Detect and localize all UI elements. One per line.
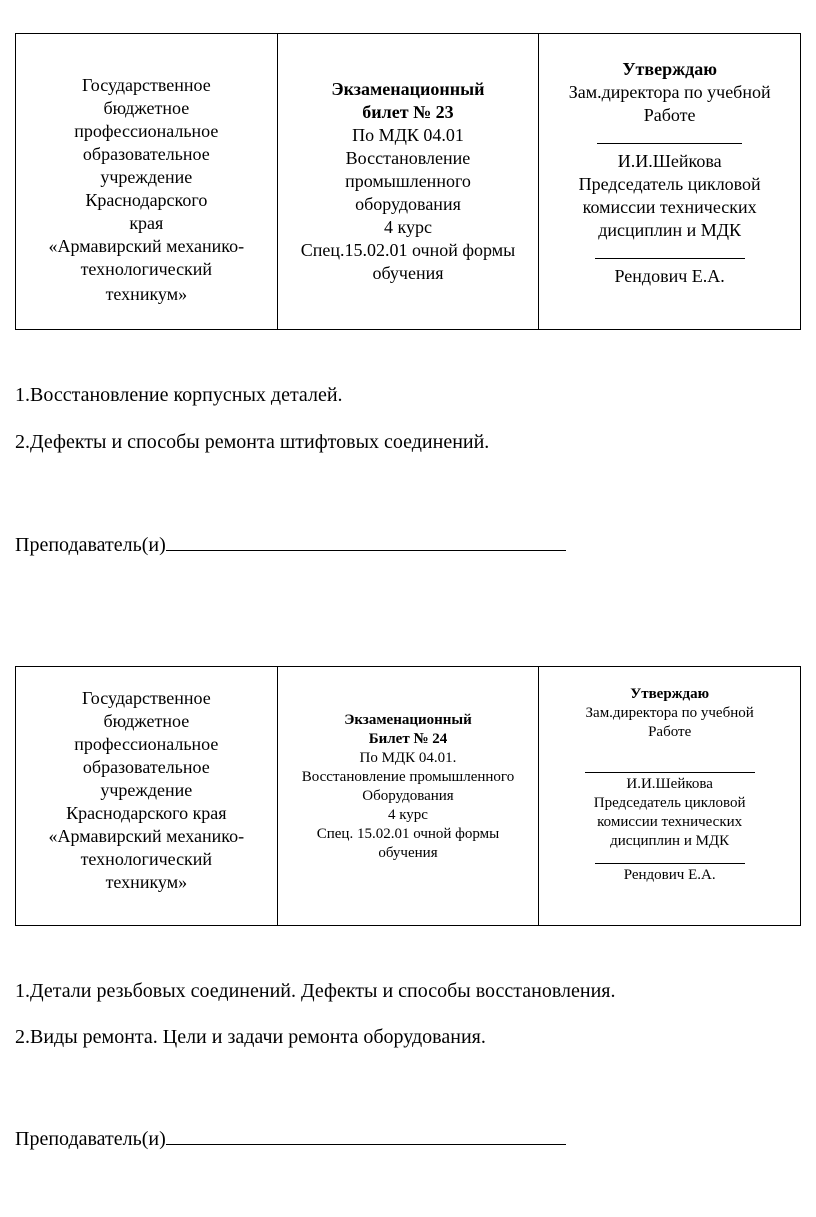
ticket-info-cell [277,667,539,926]
institution-cell [16,34,278,330]
teacher-signature-line [166,1124,566,1145]
deputy-title: Работе [643,105,696,125]
deputy-title: Работе [648,724,692,740]
teacher-signature-row [15,530,566,557]
course-line: 4 курс [387,807,428,823]
course-line: Спец.15.02.01 очной формы [300,240,516,260]
chair-name: Рендович Е.А. [623,867,716,883]
ticket-number: билет № 23 [362,102,454,122]
course-line: обучения [372,263,444,283]
institution-line: Краснодарского [85,190,208,210]
institution-line: учреждение [100,780,193,800]
institution-line: техникум» [105,872,188,892]
question-2: 2.Виды ремонта. Цели и задачи ремонта оборудования. [15,1026,486,1048]
ticket-header-table [15,666,801,926]
institution-line: технологический [80,849,213,869]
teacher-signature-row [15,1124,566,1151]
institution-line: технологический [80,259,213,279]
institution-line: техникум» [105,284,188,304]
ticket-23 [15,33,801,330]
institution-cell [16,667,278,926]
ticket-header-table [15,33,801,330]
course-line: оборудования [355,194,461,214]
institution-line: образовательное [82,144,210,164]
exam-title: Экзаменационный [344,712,472,728]
approve-label: Утверждаю [622,59,717,79]
signature-line [595,242,745,259]
chair-name: Рендович Е.А. [614,266,725,286]
institution-line: края [129,213,164,233]
institution-line: бюджетное [103,98,190,118]
ticket-24 [15,666,801,926]
question-1: 1.Детали резьбовых соединений. Дефекты и способы восстановления. [15,980,616,1002]
course-line: Спец. 15.02.01 очной формы [316,826,500,842]
chair-title: Председатель цикловой [593,795,746,811]
institution-line: профессиональное [74,734,219,754]
institution-line: «Армавирский механико- [48,826,245,846]
question-1: 1.Восстановление корпусных деталей. [15,384,343,406]
course-line: По МДК 04.01. [359,750,457,766]
teacher-label: Преподаватель(и) [15,534,166,556]
chair-title: комиссии технических [597,814,743,830]
deputy-name: И.И.Шейкова [626,776,713,792]
teacher-signature-line [166,530,566,551]
deputy-title: Зам.директора по учебной [568,82,771,102]
course-line: Восстановление промышленного [301,769,515,785]
course-line: 4 курс [383,217,432,237]
course-line: обучения [378,845,438,861]
chair-title: комиссии технических [582,197,757,217]
institution-line: Государственное [81,75,211,95]
chair-title: дисциплин и МДК [610,833,730,849]
question-2: 2.Дефекты и способы ремонта штифтовых соединений. [15,431,490,453]
chair-title: Председатель цикловой [578,174,761,194]
institution-line: образовательное [82,757,210,777]
institution-line: Государственное [81,688,211,708]
course-line: По МДК 04.01 [352,125,464,145]
signature-line [595,851,745,864]
institution-line: «Армавирский механико- [48,236,245,256]
course-line: Восстановление [345,148,471,168]
institution-line: учреждение [100,167,193,187]
signature-line [585,742,755,773]
chair-title: дисциплин и МДК [598,220,742,240]
ticket-number: Билет № 24 [368,731,448,747]
institution-line: Краснодарского края [66,803,227,823]
institution-line: профессиональное [74,121,219,141]
approval-cell [539,667,801,926]
ticket-info-cell [277,34,539,330]
course-line: Оборудования [362,788,454,804]
institution-line: бюджетное [103,711,190,731]
teacher-label: Преподаватель(и) [15,1128,166,1150]
deputy-name: И.И.Шейкова [617,151,722,171]
deputy-title: Зам.директора по учебной [585,705,754,721]
course-line: промышленного [345,171,471,191]
signature-line [597,127,742,144]
approve-label: Утверждаю [630,686,710,702]
approval-cell [539,34,801,330]
exam-title: Экзаменационный [331,79,485,99]
